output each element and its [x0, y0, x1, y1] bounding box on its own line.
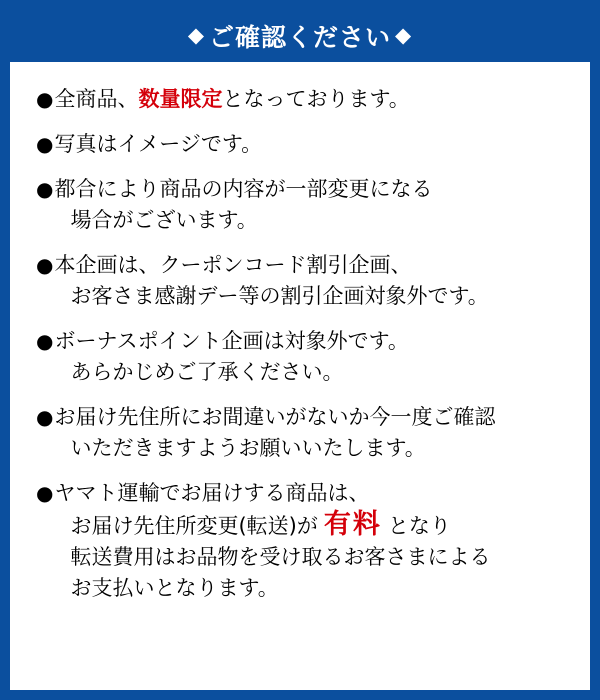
notice-item: [36, 174, 564, 236]
notice-text: となり: [387, 514, 451, 538]
diamond-right-icon: ◆: [395, 23, 413, 47]
notice-item: [36, 478, 564, 604]
bullet-icon: ●: [36, 177, 54, 201]
notice-text: 写真はイメージです。: [54, 132, 263, 156]
notice-list: [10, 62, 590, 604]
bullet-icon: ●: [36, 87, 54, 111]
notice-line: [54, 402, 564, 433]
notice-item: [36, 326, 564, 388]
notice-text: お客さま感謝デー等の割引企画対象外です。: [70, 284, 489, 308]
notice-line: [54, 281, 564, 312]
notice-line: [54, 250, 564, 281]
notice-item-lines: [54, 478, 564, 604]
notice-text: いただきますようお願いいたします。: [70, 436, 426, 460]
notice-text: ボーナスポイント企画は対象外です。: [54, 329, 409, 353]
bullet-icon: ●: [36, 481, 54, 505]
notice-text: 全商品、: [54, 87, 139, 111]
notice-line: [54, 84, 564, 115]
notice-item: [36, 250, 564, 312]
notice-line: [54, 478, 564, 509]
emphasis-text: 有料: [323, 509, 382, 540]
notice-text: 場合がございます。: [70, 208, 258, 232]
notice-text: ヤマト運輸でお届けする商品は、: [54, 481, 370, 505]
notice-text: あらかじめご了承ください。: [70, 360, 344, 384]
notice-item: [36, 84, 564, 115]
notice-text: お支払いとなります。: [70, 576, 279, 600]
notice-line: [54, 174, 564, 205]
notice-header: [10, 10, 590, 62]
diamond-left-icon: ◆: [187, 23, 205, 47]
notice-text: 本企画は、クーポンコード割引企画、: [54, 253, 412, 277]
notice-line: [54, 129, 564, 160]
bullet-icon: ●: [36, 329, 54, 353]
bullet-icon: ●: [36, 253, 54, 277]
notice-item: [36, 402, 564, 464]
notice-item-lines: [54, 129, 564, 160]
notice-line: [54, 205, 564, 236]
notice-item-lines: [54, 402, 564, 464]
notice-text: 都合により商品の内容が一部変更になる: [54, 177, 433, 201]
notice-item-lines: [54, 174, 564, 236]
bullet-icon: ●: [36, 132, 54, 156]
notice-line: [54, 509, 564, 542]
notice-text: となっております。: [222, 87, 410, 111]
notice-item-lines: [54, 84, 564, 115]
notice-item-lines: [54, 326, 564, 388]
notice-line: [54, 357, 564, 388]
notice-line: [54, 433, 564, 464]
notice-line: [54, 542, 564, 573]
notice-line: [54, 326, 564, 357]
page-title: ご確認ください: [208, 23, 391, 52]
notice-text: お届け先住所変更(転送)が: [70, 514, 318, 538]
bullet-icon: ●: [36, 405, 54, 429]
highlight-text: 数量限定: [138, 87, 223, 111]
notice-item-lines: [54, 250, 564, 312]
notice-text: 転送費用はお品物を受け取るお客さまによる: [70, 545, 491, 569]
notice-item: [36, 129, 564, 160]
notice-line: [54, 573, 564, 604]
notice-text: お届け先住所にお間違いがないか今一度ご確認: [54, 405, 496, 429]
